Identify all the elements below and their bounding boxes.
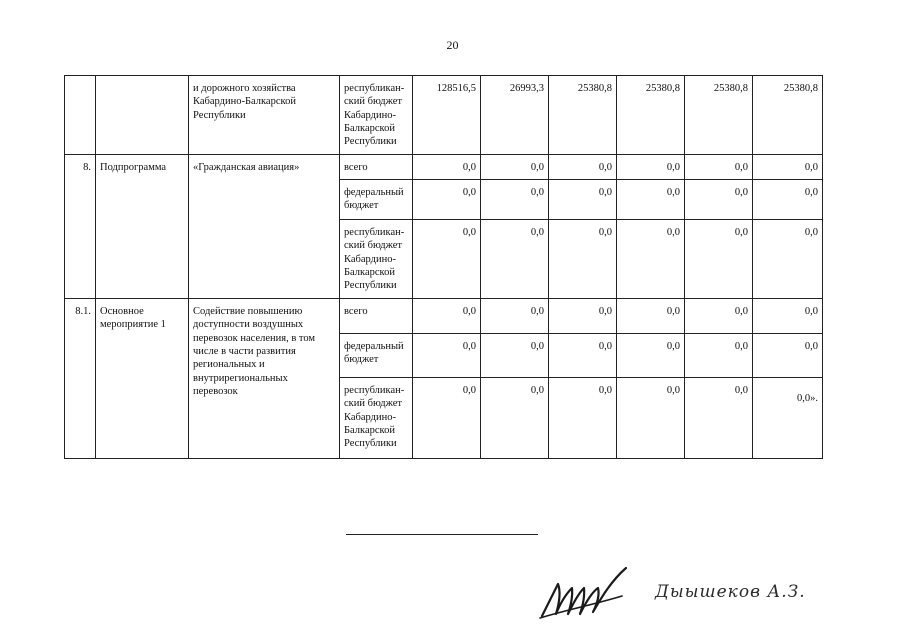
value-cell: 25380,8 xyxy=(753,76,823,155)
value-cell: 0,0 xyxy=(549,220,617,299)
value-cell: 0,0 xyxy=(753,220,823,299)
value-cell: 0,0 xyxy=(617,220,685,299)
funding-source-cell: республикан-ский бюджет Кабардино-Балкарской Республики xyxy=(340,378,413,459)
value-cell: 0,0 xyxy=(753,180,823,220)
budget-table xyxy=(64,75,823,459)
signer-name: Дыышеков А.З. xyxy=(655,582,806,602)
value-cell: 0,0 xyxy=(685,220,753,299)
value-cell: 0,0 xyxy=(481,155,549,180)
table-row xyxy=(65,155,823,180)
row-name-cell: и дорожного хозяйства Кабардино-Балкарской Республики xyxy=(189,76,340,155)
value-cell: 0,0 xyxy=(685,334,753,378)
row-type-cell: Основное мероприятие 1 xyxy=(96,299,189,459)
value-cell: 0,0 xyxy=(753,155,823,180)
row-name-cell: «Гражданская авиация» xyxy=(189,155,340,299)
value-cell: 0,0 xyxy=(549,180,617,220)
funding-source-cell: федеральный бюджет xyxy=(340,180,413,220)
value-cell: 0,0 xyxy=(753,299,823,334)
value-cell: 0,0 xyxy=(617,180,685,220)
value-cell: 0,0 xyxy=(413,155,481,180)
value-cell: 0,0 xyxy=(549,334,617,378)
funding-source-cell: всего xyxy=(340,155,413,180)
value-cell: 25380,8 xyxy=(685,76,753,155)
value-cell: 0,0 xyxy=(549,299,617,334)
funding-source-cell: всего xyxy=(340,299,413,334)
page-number: 20 xyxy=(446,38,459,52)
value-cell: 25380,8 xyxy=(617,76,685,155)
value-cell: 0,0 xyxy=(413,378,481,459)
value-cell: 0,0 xyxy=(617,378,685,459)
table-row xyxy=(65,76,823,155)
divider-line xyxy=(346,534,538,535)
value-cell: 0,0 xyxy=(481,220,549,299)
value-cell: 0,0 xyxy=(617,155,685,180)
handwritten-signature xyxy=(536,560,646,622)
value-cell: 0,0 xyxy=(617,334,685,378)
value-cell: 0,0 xyxy=(413,334,481,378)
funding-source-cell: республикан-ский бюджет Кабардино-Балкарской Республики xyxy=(340,220,413,299)
value-cell: 128516,5 xyxy=(413,76,481,155)
value-cell: 0,0 xyxy=(481,299,549,334)
value-cell: 0,0 xyxy=(685,155,753,180)
value-cell: 0,0 xyxy=(481,378,549,459)
value-cell: 0,0 xyxy=(753,334,823,378)
value-cell: 25380,8 xyxy=(549,76,617,155)
value-cell: 0,0 xyxy=(685,180,753,220)
value-cell: 0,0 xyxy=(685,299,753,334)
value-cell: 0,0 xyxy=(413,180,481,220)
row-number-cell xyxy=(65,76,96,155)
row-number-cell: 8. xyxy=(65,155,96,299)
value-cell: 0,0 xyxy=(413,299,481,334)
value-cell: 0,0 xyxy=(549,378,617,459)
value-cell: 0,0 xyxy=(481,334,549,378)
funding-source-cell: республикан-ский бюджет Кабардино-Балкарской Республики xyxy=(340,76,413,155)
value-cell: 0,0 xyxy=(617,299,685,334)
value-cell: 26993,3 xyxy=(481,76,549,155)
funding-source-cell: федеральный бюджет xyxy=(340,334,413,378)
table-row xyxy=(65,299,823,334)
row-number-cell: 8.1. xyxy=(65,299,96,459)
row-type-cell xyxy=(96,76,189,155)
row-type-cell: Подпрограмма xyxy=(96,155,189,299)
value-cell: 0,0». xyxy=(753,378,823,459)
value-cell: 0,0 xyxy=(413,220,481,299)
value-cell: 0,0 xyxy=(685,378,753,459)
row-name-cell: Содействие повышению доступности воздушных перевозок населения, в том числе в части развития региональных и внутрирегиональных перевозок xyxy=(189,299,340,459)
value-cell: 0,0 xyxy=(549,155,617,180)
value-cell: 0,0 xyxy=(481,180,549,220)
